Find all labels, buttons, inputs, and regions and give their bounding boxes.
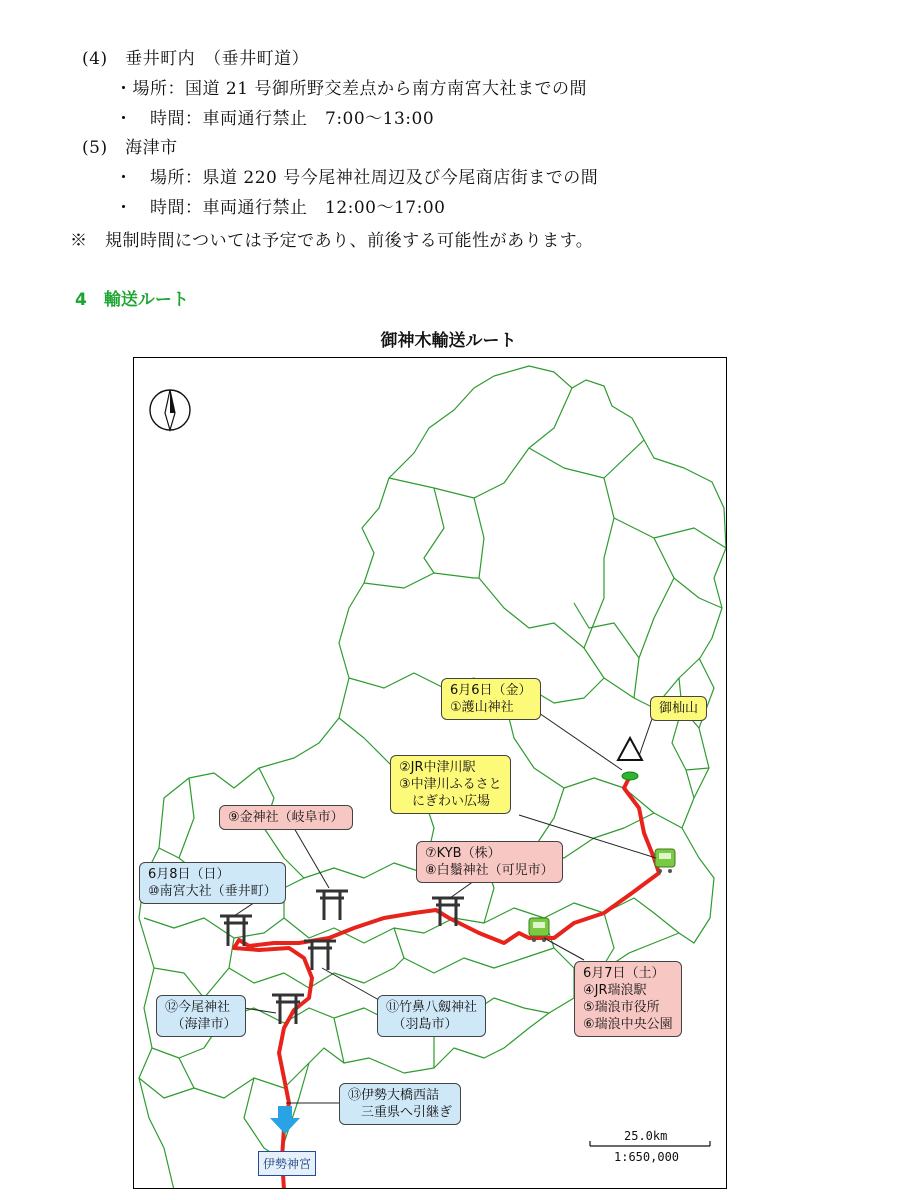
callout-takehana-shrine: ⑪竹鼻八劔神社 （羽島市） — [377, 995, 486, 1037]
text-line-2: ・場所：国道 21 号御所野交差点から南方南宮大社までの間 — [115, 79, 587, 99]
callout-nakatsugawa: ②JR中津川駅 ③中津川ふるさと にぎわい広場 — [390, 755, 511, 814]
map-title: 御神木輸送ルート — [380, 331, 517, 351]
text-line-4: (5) 海津市 — [82, 138, 178, 158]
callout-day2-mizunami: 6月7日（土） ④JR瑞浪駅 ⑤瑞浪市役所 ⑥瑞浪中央公園 — [574, 961, 682, 1037]
callout-day3-nangu-taisha: 6月8日（日） ⑩南宮大社（垂井町） — [139, 862, 286, 904]
text-line-6: ・ 時間：車両通行禁止 12:00～17:00 — [115, 198, 446, 218]
destination-ise-jingu: 伊勢神宮 — [258, 1151, 316, 1176]
text-line-3: ・ 時間：車両通行禁止 7:00～13:00 — [115, 109, 435, 129]
callout-kyb-shirahige: ⑦KYB（株） ⑧白鬚神社（可児市） — [416, 841, 563, 883]
callout-ise-bridge: ⑬伊勢大橋西詰 三重県へ引継ぎ — [339, 1083, 461, 1125]
map-frame — [133, 357, 727, 1189]
text-line-5: ・ 場所：県道 220 号今尾神社周辺及び今尾商店街までの間 — [115, 168, 599, 188]
scale-ratio: 1:650,000 — [614, 1150, 680, 1164]
torii-icon-kinjinja — [316, 891, 348, 920]
callout-kinjinja: ⑨金神社（岐阜市） — [219, 805, 353, 830]
compass-icon — [150, 390, 190, 430]
callout-day1-gozan-shrine: 6月6日（金） ①護山神社 — [441, 678, 541, 720]
mountain-marker-icon — [618, 738, 642, 780]
callout-imao-shrine: ⑫今尾神社 （海津市） — [156, 995, 246, 1037]
section-heading: 4 輸送ルート — [75, 290, 189, 310]
callout-misoma-mountain: 御杣山 — [650, 696, 707, 721]
scale-distance: 25.0km — [624, 1129, 668, 1143]
text-line-1: (4) 垂井町内 （垂井町道） — [82, 49, 310, 69]
text-line-7: ※ 規制時間については予定であり、前後する可能性があります。 — [70, 231, 594, 251]
